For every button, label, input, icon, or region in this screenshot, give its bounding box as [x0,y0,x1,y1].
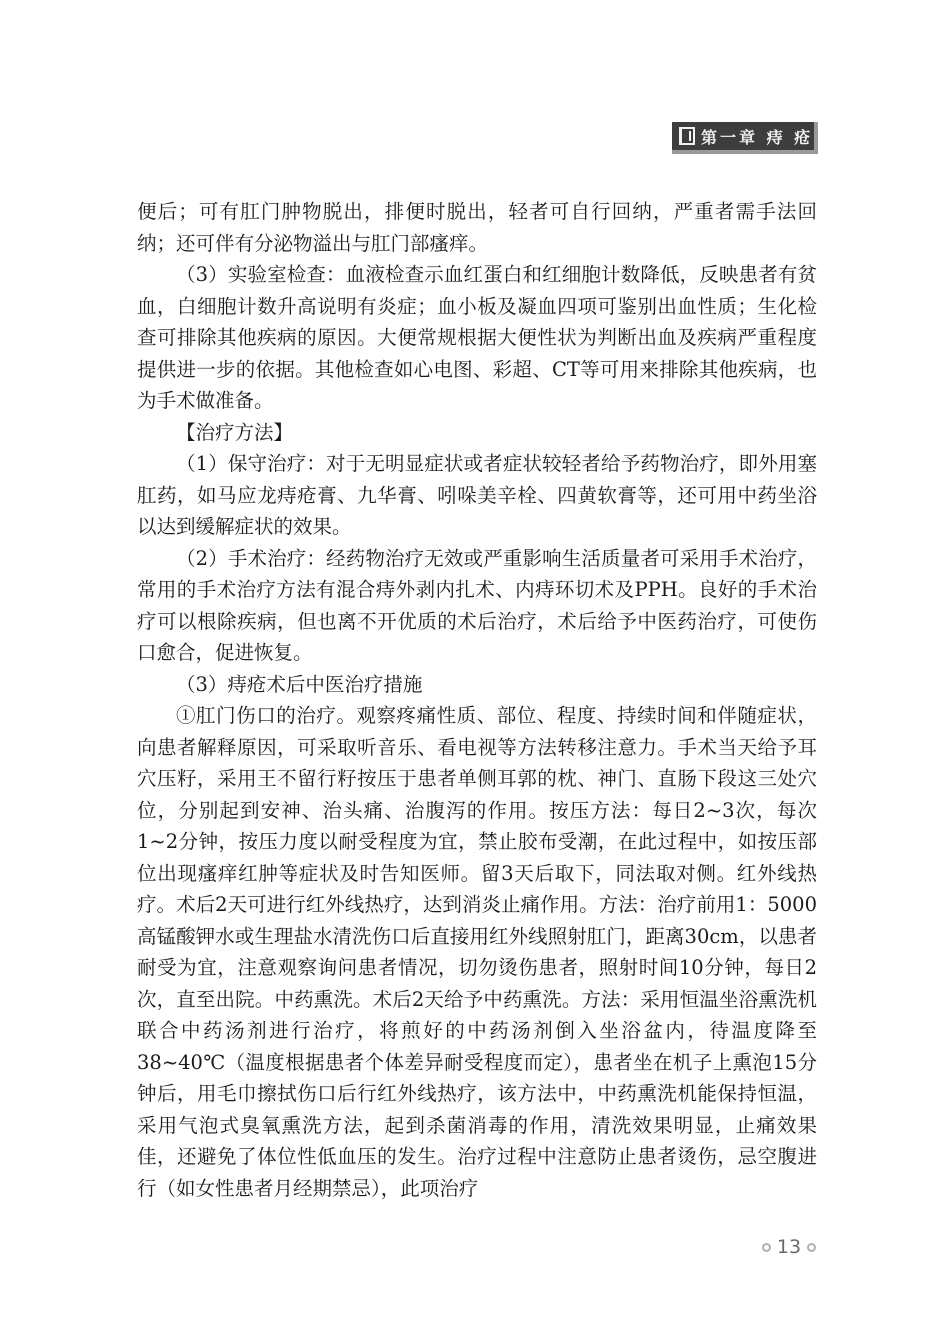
page-number [756,1233,822,1261]
page-number-text: 13 [776,1236,802,1258]
page-body [137,196,817,1204]
paragraph-lab-tests: （3）实验室检查：血液检查示血红蛋白和红细胞计数降低，反映患者有贫血，白细胞计数升高说明有炎症；血小板及凝血四项可鉴别出血性质；生化检查可排除其他疾病的原因。大便常规根据大便性状为判断出血及疾病严重程度提供进一步的依据。其他检查如心电图、彩超、CT等可用来排除其他疾病，也为手术做准备。 [137,263,817,412]
page-ornament-left-icon [762,1243,771,1252]
chapter-title: 第一章 痔 疮 [701,127,814,147]
paragraph-conservative-treatment: （1）保守治疗：对于无明显症状或者症状较轻者给予药物治疗，即外用塞肛药，如马应龙痔疮膏、九华膏、吲哚美辛栓、四黄软膏等，还可用中药坐浴以达到缓解症状的效果。 [137,452,817,538]
section-heading-treatment: 【治疗方法】 [176,420,294,444]
book-icon [679,127,695,145]
chapter-header-tab [672,122,818,154]
paragraph-wound-treatment: ①肛门伤口的治疗。观察疼痛性质、部位、程度、持续时间和伴随症状，向患者解释原因，可采取听音乐、看电视等方法转移注意力。手术当天给予耳穴压籽，采用王不留行籽按压于患者单侧耳郭的枕、神门、直肠下段这三处穴位，分别起到安神、治头痛、治腹泻的作用。按压方法：每日2~3次，每次1~2分钟，按压力度以耐受程度为宜，禁止胶布受潮，在此过程中，如按压部位出现瘙痒红肿等症状及时告知医师。留3天后取下，同法取对侧。红外线热疗。术后2天可进行红外线热疗，达到消炎止痛作用。方法：治疗前用1：5000高锰酸钾水或生理盐水清洗伤口后直接用红外线照射肛门，距离30cm，以患者耐受为宜，注意观察询问患者情况，切勿烫伤患者，照射时间10分钟，每日2次，直至出院。中药熏洗。术后2天给予中药熏洗。方法：采用恒温坐浴熏洗机联合中药汤剂进行治疗，将煎好的中药汤剂倒入坐浴盆内，待温度降至38~40℃（温度根据患者个体差异耐受程度而定），患者坐在机子上熏泡15分钟后，用毛巾擦拭伤口后行红外线热疗，该方法中，中药熏洗机能保持恒温，采用气泡式臭氧熏洗方法，起到杀菌消毒的作用，清洗效果明显，止痛效果佳，还避免了体位性低血压的发生。治疗过程中注意防止患者烫伤，忌空腹进行（如女性患者月经期禁忌），此项治疗 [137,704,817,1200]
paragraph-surgical-treatment: （2）手术治疗：经药物治疗无效或严重影响生活质量者可采用手术治疗，常用的手术治疗方法有混合痔外剥内扎术、内痔环切术及PPH。良好的手术治疗可以根除疾病，但也离不开优质的术后治疗，术后给予中医药治疗，可使伤口愈合，促进恢复。 [137,546,817,664]
paragraph-continued: 便后；可有肛门肿物脱出，排便时脱出，轻者可自行回纳，严重者需手法回纳；还可伴有分泌物溢出与肛门部瘙痒。 [137,200,817,255]
subheading-postop-tcm: （3）痔疮术后中医治疗措施 [176,672,423,696]
page-ornament-right-icon [807,1243,816,1252]
